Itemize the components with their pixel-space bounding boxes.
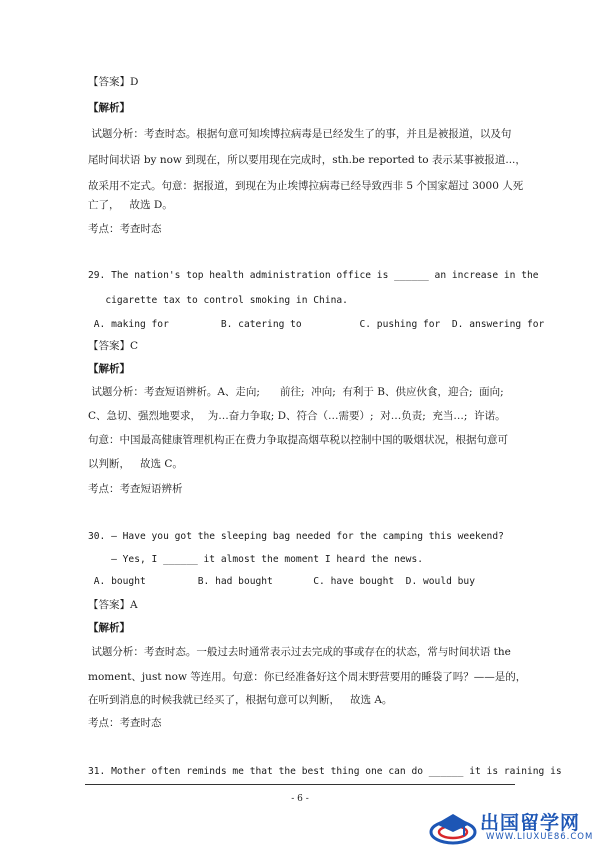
- q30-stem-line: 30. — Have you got the sleeping bag needed for the camping this weekend?: [88, 531, 504, 542]
- q28-answer: 【答案】D: [88, 76, 139, 88]
- q28-analysis-line: 亡了， 故选 D。: [88, 199, 173, 211]
- q29-analysis-line: 句意：中国最高健康管理机构正在费力争取提高烟草税以控制中国的吸烟状况，根据句意可: [88, 434, 508, 446]
- q28-point: 考点：考查时态: [88, 223, 162, 235]
- q30-options: A. bought B. had bought C. have bought D. would buy: [88, 576, 475, 587]
- watermark-name: 出国留学网: [480, 812, 581, 834]
- globe-cap-icon: [428, 808, 478, 846]
- q30-answer: 【答案】A: [88, 599, 138, 611]
- watermark-logo: [428, 808, 596, 846]
- q31-stem: 31. Mother often reminds me that the best thing one can do ______ it is raining is: [88, 766, 562, 777]
- q30-point: 考点：考查时态: [88, 717, 162, 729]
- footer-rule: [85, 784, 515, 785]
- q28-analysis-line: 故采用不定式。句意：据报道，到现在为止埃博拉病毒已经导致西非 5 个国家超过 3000 人死: [88, 180, 524, 192]
- q30-analysis-line: moment、just now 等连用。句意：你已经准备好这个周末野营要用的睡袋了吗？——是的，: [88, 671, 527, 683]
- watermark-url: WWW.LIUXUE86.COM: [486, 832, 594, 842]
- q29-analysis-line: 试题分析：考查短语辨析。A、走向; 前往; 冲向; 有利于 B、供应伙食，迎合; 面向;: [88, 386, 504, 398]
- q28-analysis-heading: 【解析】: [88, 102, 130, 114]
- q29-point: 考点：考查短语辨析: [88, 483, 183, 495]
- q30-analysis-heading: 【解析】: [88, 622, 130, 634]
- q29-options: A. making for B. catering to C. pushing for D. answering for: [88, 319, 545, 330]
- q30-analysis-line: 在听到消息的时候我就已经买了，根据句意可以判断， 故选 A。: [88, 694, 393, 706]
- q29-answer: 【答案】C: [88, 340, 139, 352]
- page-number: - 6 -: [291, 794, 309, 804]
- q29-analysis-line: C、急切、强烈地要求， 为…奋力争取; D、符合（…需要）; 对…负责; 充当…; 许诺。: [88, 410, 506, 422]
- q28-analysis-line: 试题分析：考查时态。根据句意可知埃博拉病毒是已经发生了的事，并且是被报道，以及句: [88, 128, 512, 140]
- q29-stem-line: 29. The nation's top health administration office is ______ an increase in the: [88, 270, 539, 281]
- q29-analysis-heading: 【解析】: [88, 363, 130, 375]
- q29-analysis-line: 以判断， 故选 C。: [88, 458, 183, 470]
- q28-analysis-line: 尾时间状语 by now 到现在，所以要用现在完成时，sth.be reported to 表示某事被报道...，: [88, 154, 526, 166]
- q30-analysis-line: 试题分析：考查时态。一般过去时通常表示过去完成的事或存在的状态，常与时间状语 the: [88, 646, 511, 658]
- q30-stem-line: — Yes, I ______ it almost the moment I heard the news.: [88, 554, 424, 565]
- q29-stem-line: cigarette tax to control smoking in China.: [88, 295, 348, 306]
